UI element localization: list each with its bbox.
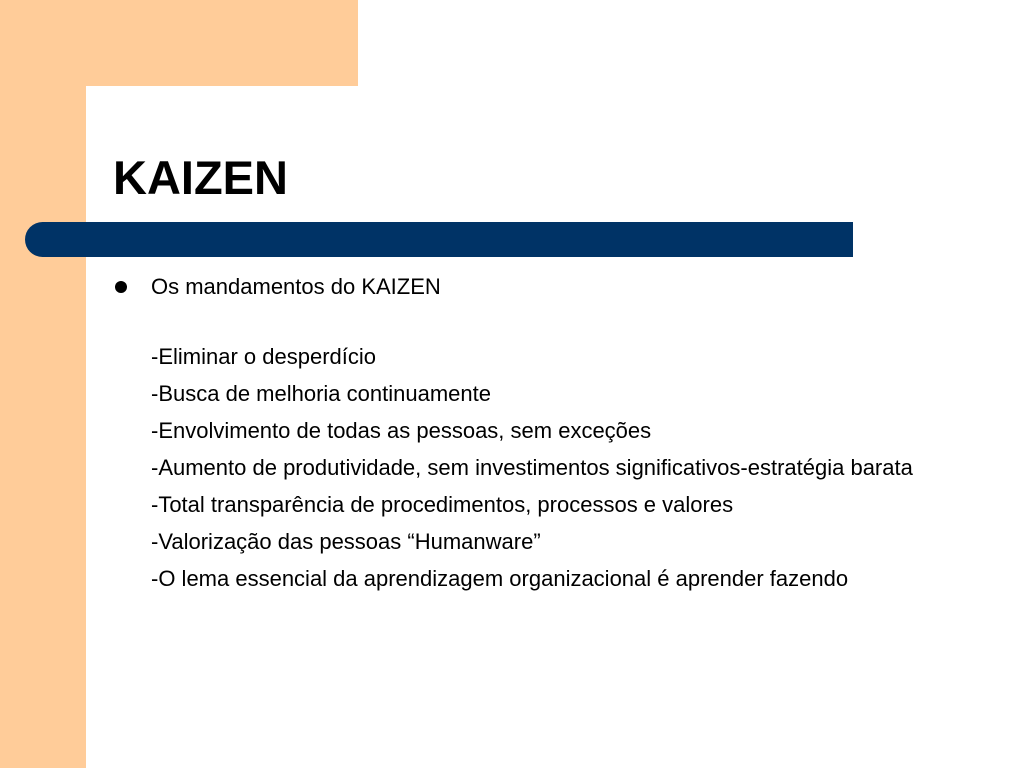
list-item: -Total transparência de procedimentos, processos e valores — [151, 492, 734, 517]
bullet-text: Os mandamentos do KAIZEN — [151, 274, 441, 299]
bullet-dot-icon — [115, 281, 127, 293]
list-item: -Aumento de produtividade, sem investimentos significativos-estratégia barata — [151, 455, 913, 480]
list-item: -Valorização das pessoas “Humanware” — [151, 529, 541, 554]
title-underline-bar — [25, 222, 853, 257]
bullet-item — [113, 270, 993, 304]
slide-title: KAIZEN — [113, 151, 288, 204]
commandments-list — [151, 342, 989, 601]
list-item: -Envolvimento de todas as pessoas, sem exceções — [151, 418, 652, 443]
list-item: -Eliminar o desperdício — [151, 344, 376, 369]
accent-top-background — [0, 0, 358, 86]
accent-column-background — [0, 0, 86, 768]
list-item: -O lema essencial da aprendizagem organizacional é aprender fazendo — [151, 566, 849, 591]
list-item: -Busca de melhoria continuamente — [151, 381, 491, 406]
